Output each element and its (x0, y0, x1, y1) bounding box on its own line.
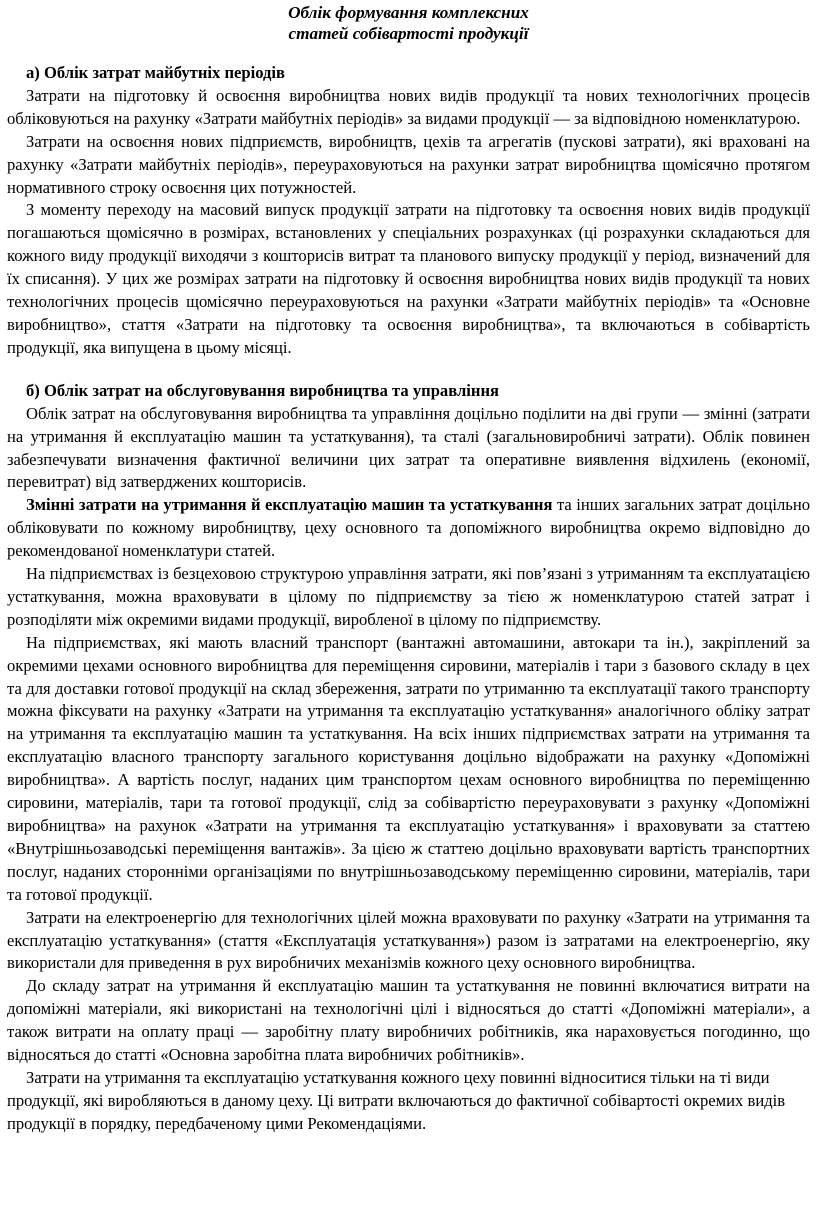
section-a-paragraph-2: Затрати на освоєння нових підприємств, виробництв, цехів та агрегатів (пускові затрати), які враховані на рахунку «Затрати майбутніх періодів», переураховуються на рахунки затрат виробництва щомісячно протягом нормативного строку освоєння цих потужностей. (7, 131, 810, 197)
section-b-paragraph-5: Затрати на електроенергію для технологічних цілей можна враховувати по рахунку «Затрати на утримання та експлуатацію устаткування» (стаття «Експлуатація устаткування») разом із затратами на електроенергію, яку використали для приведення в рух виробничих механізмів кожного цеху основного виробництва. (7, 907, 810, 973)
section-a-paragraph-1: Затрати на підготовку й освоєння виробництва нових видів продукції та нових технологічних процесів обліковуються на рахунку «Затрати майбутніх періодів» за видами продукції — за відповідною номенклатурою. (7, 85, 810, 128)
title-line-2: статей собівартості продукції (288, 24, 529, 43)
section-b-paragraph-7: Затрати на утримання та експлуатацію устаткування кожного цеху повинні відноситися тільки на ті види продукції, які виробляються в даному цеху. Ці витрати включаються до фактичної собівартості окремих видів продукції в порядку, передбаченому цими Рекомендаціями. (7, 1067, 786, 1133)
section-b-paragraph-6: До складу затрат на утримання й експлуатацію машин та устаткування не повинні включатися витрати на допоміжні матеріали, які використані на технологічні цілі і відносяться до статті «Допоміжні матеріали», а також витрати на оплату праці — заробітну плату виробничих робітників, яка нараховується погодинно, що відносяться до статті «Основна заробітна плата виробничих робітників». (7, 976, 810, 1065)
section-b-paragraph-4: На підприємствах, які мають власний транспорт (вантажні автомашини, автокари та ін.), закріплений за окремими цехами основного виробництва для переміщення сировини, матеріалів і тари з базового складу в цех та для доставки готової продукції на склад збереження, затрати по утриманню та експлуатації такого транспорту можна фіксувати на рахунку «Затрати на утримання та експлуатацію устаткування» аналогічного обліку затрат на утримання та експлуатацію машин та устаткування. На всіх інших підприємствах затрати на утримання та експлуатацію власного транспорту загального користування доцільно відображати на рахунку «Допоміжні виробництва». А вартість послуг, наданих цим транспортом цехам основного виробництва по переміщенню сировини, матеріалів, тари та готової продукції, слід за собівартістю переураховувати з рахунку «Допоміжні виробництва» на рахунок «Затрати на утримання та експлуатацію устаткування» і враховувати за статтею «Внутрішньозаводські переміщення вантажів». За цією ж статтею доцільно враховувати вартість транспортних послуг, наданих сторонніми організаціями по внутрішньозаводському переміщенню сировини, матеріалів, тари та готової продукції. (7, 632, 810, 904)
section-a-heading: а) Облік затрат майбутніх періодів (26, 63, 286, 82)
section-b-paragraph-3: На підприємствах із безцеховою структурою управління затрати, які пов’язані з утриманням та експлуатацією устаткування, можна враховувати в цілому по підприємству за тією ж номенклатурою статей затрат і розподіляти між окремими видами продукції, виробленої в цілому по підприємству. (7, 564, 810, 629)
section-b-paragraph-2-rest: та інших загальних затрат доцільно обліковувати по кожному виробництву, цеху основного та допоміжного виробництва окремо відповідно до рекомендованої номенклатури статей. (7, 495, 810, 561)
section-a-paragraph-3: З моменту переходу на масовий випуск продукції затрати на підготовку та освоєння нових видів продукції погашаються щомісячно в розмірах, встановлених у спеціальних розрахунках (ці розрахунки складаються для кожного виду продукції виходячи з кошторисів витрат та планового випуску продукції у період, визначений для їх списання). У цих же розмірах затрати на підготовку й освоєння виробництва нових видів продукції та нових технологічних процесів щомісячно переураховуються на рахунки «Затрати майбутніх періодів» та «Основне виробництво», стаття «Затрати на підготовку та освоєння виробництва», та включаються в собівартість продукції, яка випущена в цьому місяці. (7, 200, 810, 357)
section-b-heading: б) Облік затрат на обслуговування виробництва та управління (26, 380, 499, 400)
section-b-paragraph-2-bold: Змінні затрати на утримання й експлуатацію машин та устаткування (26, 495, 553, 515)
section-b-paragraph-2 (7, 494, 810, 563)
section-b-paragraph-1: Облік затрат на обслуговування виробництва та управління доцільно поділити на дві групи — змінні (затрати на утримання й експлуатацію машин та устаткування), та сталі (загальновиробничі затрати). Облік повинен забезпечувати визначення фактичної величини цих затрат та оперативне виявлення відхилень (економії, перевитрат) від затверджених кошторисів. (7, 403, 810, 492)
document-title (7, 0, 810, 44)
title-line-1: Облік формування комплексних (288, 3, 529, 22)
